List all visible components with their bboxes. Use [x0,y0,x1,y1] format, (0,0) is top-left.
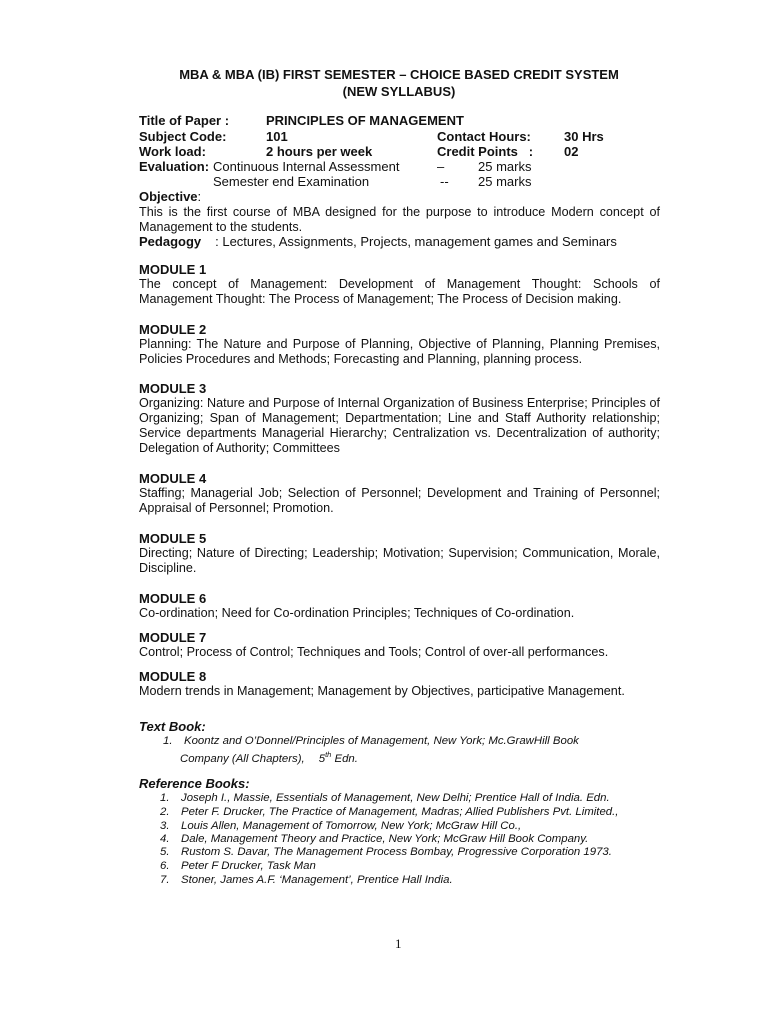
module-6-title: MODULE 6 [139,591,207,606]
textbook-item-line1: 1. Koontz and O’Donnel/Principles of Management, New York; Mc.GrawHill Book [163,735,579,747]
reference-item: 2. Peter F. Drucker, The Practice of Management, Madras; Allied Publishers Pvt. Limited., [160,806,619,818]
credit-points-value: 02 [564,144,579,159]
evaluation-item-2: Semester end Examination [213,174,370,189]
module-4-text: Staffing; Managerial Job; Selection of Personnel; Development and Training of Personnel; Appraisal of Personnel; Promotion. [139,486,660,515]
objective-text: This is the first course of MBA designed for the purpose to introduce Modern concept of Management to the students. [139,205,660,234]
page-number: 1 [395,936,402,951]
reference-item: 6. Peter F Drucker, Task Man [160,860,316,872]
reference-item: 4. Dale, Management Theory and Practice, New York; McGraw Hill Book Company. [160,833,589,845]
reference-books-heading: Reference Books: [139,776,250,791]
reference-item: 1. Joseph I., Massie, Essentials of Management, New Delhi; Prentice Hall of India. Edn. [160,792,610,804]
evaluation-item-1: Continuous Internal Assessment [213,159,400,174]
title-label: Title of Paper : [139,113,230,128]
subject-code-value: 101 [266,129,288,144]
module-7-title: MODULE 7 [139,630,207,645]
module-3-title: MODULE 3 [139,381,207,396]
textbook-item-line2: Company (All Chapters), 5th Edn. [180,750,358,765]
document-title: MBA & MBA (IB) FIRST SEMESTER – CHOICE BASED CREDIT SYSTEM [179,67,619,82]
module-2-title: MODULE 2 [139,322,207,337]
module-8-title: MODULE 8 [139,669,207,684]
reference-item: 7. Stoner, James A.F. ‘Management’, Prentice Hall India. [160,874,453,886]
module-6-text: Co-ordination; Need for Co-ordination Principles; Techniques of Co-ordination. [139,606,575,620]
document-subtitle: (NEW SYLLABUS) [342,84,456,99]
subject-code-label: Subject Code: [139,129,227,144]
reference-item: 5. Rustom S. Davar, The Management Process Bombay, Progressive Corporation 1973. [160,846,612,858]
reference-item: 3. Louis Allen, Management of Tomorrow, New York; McGraw Hill Co., [160,820,522,832]
pedagogy-line: Pedagogy : Lectures, Assignments, Projects, management games and Seminars [139,234,617,249]
evaluation-marks-2: 25 marks [478,174,532,189]
workload-value: 2 hours per week [266,144,373,159]
workload-label: Work load: [139,144,206,159]
module-1-text: The concept of Management: Development of Management Thought: Schools of Management Thought: The Process of Management; The Process of Decision making. [139,277,660,306]
module-5-text: Directing; Nature of Directing; Leadership; Motivation; Supervision; Communication, Morale, Discipline. [139,546,660,575]
evaluation-dash-2: -- [440,174,449,189]
title-value: PRINCIPLES OF MANAGEMENT [266,113,464,128]
textbook-heading: Text Book: [139,719,206,734]
objective-heading: Objective: [139,189,202,204]
module-3-text: Organizing: Nature and Purpose of Internal Organization of Business Enterprise; Principles of Organizing; Span of Management; Departmentation; Line and Staff Authority relationship; Service departments Managerial Hierarchy; Centralization vs. Decentralization of authority; Delegation of Authority; Committees [139,396,660,455]
module-1-title: MODULE 1 [139,262,207,277]
module-5-title: MODULE 5 [139,531,207,546]
module-2-text: Planning: The Nature and Purpose of Planning, Objective of Planning, Planning Premises, Policies Procedures and Methods; Forecasting and Planning, planning process. [139,337,660,366]
contact-hours-label: Contact Hours: [437,129,531,144]
credit-points-label: Credit Points : [437,144,534,159]
module-7-text: Control; Process of Control; Techniques and Tools; Control of over-all performances. [139,645,609,659]
module-8-text: Modern trends in Management; Management by Objectives, participative Management. [139,684,625,698]
contact-hours-value: 30 Hrs [564,129,604,144]
module-4-title: MODULE 4 [139,471,207,486]
evaluation-label: Evaluation: [139,159,210,174]
evaluation-marks-1: 25 marks [478,159,532,174]
evaluation-dash-1: – [437,159,445,174]
